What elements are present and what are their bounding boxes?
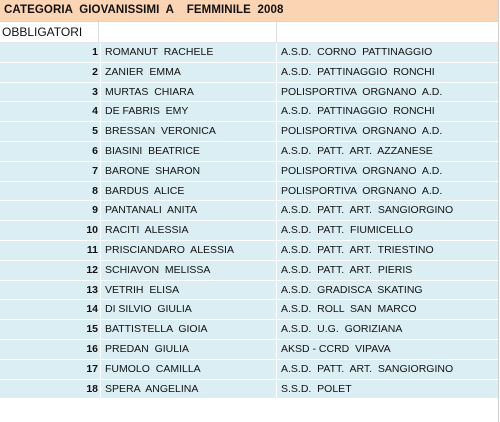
club-name-cell[interactable]: A.S.D. U.G. GORIZIANA [281, 323, 403, 336]
athlete-name-cell[interactable]: SCHIAVON MELISSA [101, 261, 277, 280]
athlete-name-cell[interactable]: PRISCIANDARO ALESSIA [101, 241, 277, 260]
empty-cell[interactable] [277, 22, 498, 42]
athlete-name-cell[interactable]: BATTISTELLA GIOIA [101, 320, 277, 339]
club-name-cell[interactable]: A.S.D. PATT. ART. SANGIORGINO [281, 362, 454, 375]
table-row [0, 300, 498, 320]
club-name-cell[interactable]: POLISPORTIVA ORGNANO A.D. [281, 85, 443, 98]
rank-number-cell[interactable]: 8 [0, 182, 101, 201]
club-name-cell[interactable]: A.S.D. PATT. ART. TRIESTINO [281, 243, 434, 256]
table-row [0, 201, 498, 221]
rank-number-cell[interactable]: 15 [0, 320, 101, 339]
table-row [0, 221, 498, 241]
table-row [0, 261, 498, 281]
table-row [0, 122, 498, 142]
club-name-cell[interactable]: A.S.D. GRADISCA SKATING [281, 283, 423, 296]
athlete-name-cell[interactable]: ROMANUT RACHELE [101, 43, 277, 62]
club-name-cell[interactable]: A.S.D. CORNO PATTINAGGIO [281, 46, 433, 58]
athlete-name-cell[interactable]: PANTANALI ANITA [101, 201, 277, 220]
athlete-name-cell[interactable]: DI SILVIO GIULIA [101, 300, 277, 319]
club-name-cell[interactable]: A.S.D. ROLL SAN MARCO [281, 303, 417, 316]
table-row [0, 102, 498, 122]
table-row [0, 320, 498, 340]
table-row [0, 162, 498, 182]
rank-number-cell[interactable]: 4 [0, 102, 101, 121]
empty-cell[interactable] [99, 22, 277, 42]
club-name-cell[interactable]: A.S.D. PATTINAGGIO RONCHI [281, 105, 435, 118]
rank-number-cell[interactable]: 1 [0, 43, 101, 62]
rank-number-cell[interactable]: 6 [0, 142, 101, 161]
table-row [0, 182, 498, 202]
table-row [0, 63, 498, 83]
rank-number-cell[interactable]: 13 [0, 281, 101, 300]
athlete-name-cell[interactable]: FUMOLO CAMILLA [101, 360, 277, 379]
club-name-cell[interactable]: S.S.D. POLET [281, 382, 352, 395]
rank-number-cell[interactable]: 3 [0, 83, 101, 102]
athlete-list [0, 43, 498, 399]
table-row [0, 281, 498, 301]
athlete-name-cell[interactable]: SPERA ANGELINA [101, 380, 277, 399]
table-row [0, 340, 498, 360]
athlete-name-cell[interactable]: BRESSAN VERONICA [101, 122, 277, 141]
rank-number-cell[interactable]: 10 [0, 221, 101, 240]
rank-number-cell[interactable]: 17 [0, 360, 101, 379]
club-name-cell[interactable]: POLISPORTIVA ORGNANO A.D. [281, 164, 443, 177]
club-name-cell[interactable]: A.S.D. PATT. FIUMICELLO [281, 224, 414, 237]
rank-number-cell[interactable]: 16 [0, 340, 101, 359]
club-name-cell[interactable]: A.S.D. PATTINAGGIO RONCHI [281, 65, 435, 78]
athlete-name-cell[interactable]: MURTAS CHIARA [101, 83, 277, 102]
club-name-cell[interactable]: POLISPORTIVA ORGNANO A.D. [281, 184, 443, 197]
rank-number-cell[interactable]: 11 [0, 241, 101, 260]
table-row [0, 83, 498, 103]
rank-number-cell[interactable]: 12 [0, 261, 101, 280]
club-name-cell[interactable]: A.S.D. PATT. ART. SANGIORGINO [281, 204, 454, 217]
club-name-cell[interactable]: A.S.D. PATT. ART. PIERIS [281, 263, 413, 276]
rank-number-cell[interactable]: 2 [0, 63, 101, 82]
table-row [0, 360, 498, 380]
athlete-name-cell[interactable]: BIASINI BEATRICE [101, 142, 277, 161]
table-row [0, 43, 498, 63]
rank-number-cell[interactable]: 14 [0, 300, 101, 319]
club-name-cell[interactable]: POLISPORTIVA ORGNANO A.D. [281, 125, 443, 138]
rank-number-cell[interactable]: 9 [0, 201, 101, 220]
category-title[interactable]: CATEGORIA GIOVANISSIMI A FEMMINILE 2008 [0, 0, 498, 22]
section-header-row [0, 22, 498, 43]
section-label[interactable]: OBBLIGATORI [0, 22, 99, 42]
rank-number-cell[interactable]: 18 [0, 380, 101, 399]
athlete-name-cell[interactable]: PREDAN GIULIA [101, 340, 277, 359]
athlete-name-cell[interactable]: VETRIH ELISA [101, 281, 277, 300]
table-row [0, 241, 498, 261]
athlete-name-cell[interactable]: DE FABRIS EMY [101, 102, 277, 121]
table-row [0, 142, 498, 162]
rank-number-cell[interactable]: 7 [0, 162, 101, 181]
rank-number-cell[interactable]: 5 [0, 122, 101, 141]
table-row [0, 380, 498, 400]
athlete-name-cell[interactable]: ZANIER EMMA [101, 63, 277, 82]
club-name-cell[interactable]: A.S.D. PATT. ART. AZZANESE [281, 144, 433, 157]
club-name-cell[interactable]: AKSD - CCRD VIPAVA [281, 342, 391, 355]
athlete-name-cell[interactable]: BARONE SHARON [101, 162, 277, 181]
athlete-name-cell[interactable]: BARDUS ALICE [101, 182, 277, 201]
athlete-name-cell[interactable]: RACITI ALESSIA [101, 221, 277, 240]
